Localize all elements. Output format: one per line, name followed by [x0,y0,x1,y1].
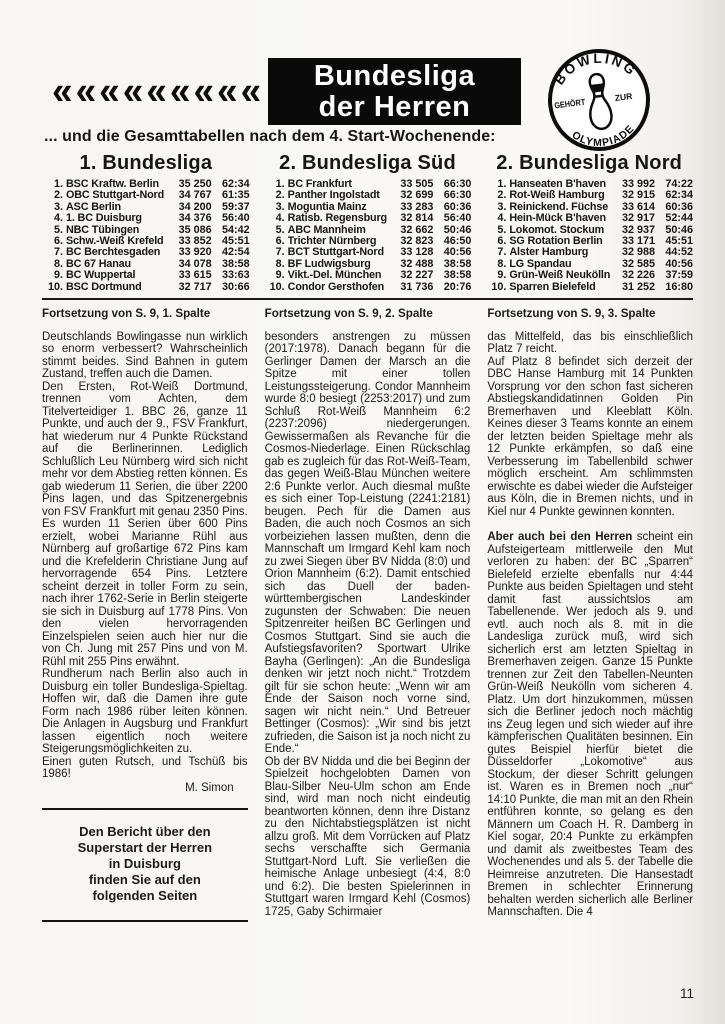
team-points: 60:36 [443,200,472,213]
team-name: OBC Stuttgart-Nord [66,190,165,202]
team-points: 50:46 [665,223,694,236]
paragraph [487,356,693,519]
table-row [485,270,693,281]
team-rank: 7. [53,246,63,259]
team-pins: 32 226 [621,269,656,282]
table-rows [42,179,250,293]
table-row [485,190,693,201]
team-pins: 32 937 [621,223,656,236]
title-line-2: der Herren [318,91,471,123]
paragraph-text: Deutschlands Bowlingasse nun wirklich so enorm verbessert? Wahrscheinlich stimmt beides. Sind Bahnen in gutem Zustand, treffen auch die Damen. [42,330,248,380]
team-name: SG Rotation Berlin [509,236,603,248]
table-row [485,213,693,224]
team-rank: 6. [275,235,285,248]
team-name: BCT Stuttgart-Nord [287,247,384,259]
table-row [42,179,250,190]
team-rank: 7. [497,246,507,259]
team-pins: 33 505 [400,178,434,190]
team-rank: 9. [275,269,285,282]
team-points: 56:40 [443,212,472,225]
team-points: 38:58 [443,269,472,282]
paragraph-text: Einen guten Rutsch, und Tschüß bis 1986! [42,755,248,780]
paragraph [42,381,248,669]
team-points: 38:58 [222,257,250,270]
team-rank: 7. [275,246,285,259]
team-points: 56:40 [222,212,250,225]
team-rank: 5. [497,223,507,236]
table-row [485,225,693,236]
author-signature: M. Simon [185,781,234,794]
table-row [264,259,472,270]
team-rank: 8. [53,257,63,270]
league-tables [42,152,693,293]
team-name: BC Frankfurt [287,179,352,190]
logo-text-right: ZUR [614,90,633,104]
team-pins: 33 128 [400,246,434,259]
team-pins: 35 250 [178,178,212,190]
team-points: 30:66 [222,280,250,293]
team-rank: 3. [53,200,63,213]
team-rank: 8. [497,257,507,270]
team-name: Trichter Nürnberg [287,236,377,248]
team-name: ABC Mannheim [287,224,366,236]
team-points: 42:54 [222,246,250,259]
article-column-3 [487,308,693,922]
paragraph [42,668,248,756]
team-points: 33:63 [222,269,250,282]
team-pins: 32 488 [400,257,434,270]
team-rank: 4. [497,212,507,225]
notice-line: finden Sie auf den [88,872,201,887]
team-name: Hein-Mück B'haven [509,213,606,225]
team-points: 62:34 [665,189,694,202]
paragraph [42,756,248,781]
team-pins: 33 615 [178,269,212,282]
table-row [42,202,250,213]
team-pins: 34 767 [178,189,212,202]
team-name: LG Spandau [509,258,572,270]
team-name: 1. BC Duisburg [66,213,142,225]
column-paragraphs [487,331,693,919]
team-name: Hanseaten B'haven [509,179,606,190]
team-name: Rot-Weiß Hamburg [509,190,605,202]
table-row [485,282,693,293]
table-row [42,282,250,293]
team-name: Alster Hamburg [509,247,589,259]
paragraph [487,531,693,919]
team-rank: 10. [491,280,507,293]
team-name: ASC Berlin [66,201,121,213]
table-row [485,236,693,247]
team-name: Vikt.-Del. München [287,270,382,282]
team-pins: 33 614 [621,200,656,213]
team-pins: 34 200 [178,200,212,213]
column-continuation-header: Fortsetzung von S. 9, 2. Spalte [264,307,433,320]
left-arrows-icon: ««««««««« [52,68,265,112]
notice-line: Superstart der Herren [77,840,213,855]
table-row [264,202,472,213]
team-name: Ratisb. Regensburg [287,213,387,225]
team-pins: 32 699 [400,189,434,202]
column-continuation-header: Fortsetzung von S. 9, 1. Spalte [42,307,211,320]
notice-line: in Duisburg [108,856,181,871]
team-name: Grün-Weiß Neukölln [509,270,611,282]
notice-line: Den Bericht über den [79,824,211,839]
page-number: 11 [679,986,694,1001]
team-pins: 32 662 [400,223,434,236]
team-points: 38:58 [443,257,472,270]
team-points: 45:51 [222,235,250,248]
team-rank: 6. [497,235,507,248]
team-rank: 10. [47,280,63,293]
table-row [264,236,472,247]
team-pins: 34 376 [178,212,212,225]
paragraph [42,331,248,381]
article-column-2 [265,308,471,922]
team-name: BC Wuppertal [66,270,136,282]
paragraph-text: Den Ersten, Rot-Weiß Dortmund, trennen vom Achten, dem Titelverteidiger 1. BBC 26, ganze 11 Punkte, und auch der 9., FSV Frankfurt, hat wiederum nur 4 Punkte Rückstand auf die Berlinerinnen. Lediglich Schlußlich Leu Nürnberg wird sich nicht mehr vor dem Abstieg retten können. Es gab wiederum 11 Serien, die über 2200 Pins lagen, und das Spitzenergebnis von FSV Frankfurt mit genau 2350 Pins. Es wurden 11 Serien über 600 Pins erzielt, wobei Marianne Rühl aus Nürnberg auf großartige 672 Pins kam und die Krefelderin Christiane Jung auf hervorragende 654 Pins. Letztere scheint derzeit in toller Form zu sein, nach ihrer 1762-Serie in Berlin steigerte sie sich in Duisburg auf 1778 Pins. Von den vielen hervorragenden Einzelspielen seien auch hier nur die von Ch. Jung mit 257 Pins und von M. Rühl mit 255 Pins erwähnt. [42,380,248,668]
table-row [42,270,250,281]
team-rank: 1. [53,178,63,190]
team-pins: 33 171 [621,235,656,248]
horizontal-divider [42,298,693,300]
team-rank: 3. [275,200,285,213]
team-pins: 34 078 [178,257,212,270]
team-pins: 32 917 [621,212,656,225]
team-points: 66:30 [443,189,472,202]
logo-text-left: GEHÖRT [553,96,592,111]
table-row [42,213,250,224]
team-points: 45:51 [665,235,694,248]
column-continuation-header: Fortsetzung von S. 9, 3. Spalte [487,307,656,320]
team-rank: 5. [53,223,63,236]
bowling-olympiade-logo [539,44,659,156]
team-rank: 3. [497,200,507,213]
table-1-bundesliga [42,152,250,293]
team-pins: 35 086 [178,223,212,236]
team-name: Lokomot. Stockum [509,224,605,236]
notice-box [42,808,248,922]
table-row [264,179,472,190]
team-rank: 4. [53,212,63,225]
team-points: 37:59 [665,269,694,282]
team-points: 60:36 [665,200,694,213]
team-rank: 2. [497,189,507,202]
team-pins: 32 227 [400,269,434,282]
team-pins: 32 915 [621,189,656,202]
page-subtitle: ... und die Gesamttabellen nach dem 4. Start-Wochenende: [44,128,496,145]
team-points: 62:34 [222,178,250,190]
team-points: 52:44 [665,212,694,225]
article-columns [42,308,693,922]
table-row [264,247,472,258]
team-name: Condor Gersthofen [287,281,385,293]
team-points: 74:22 [665,178,694,190]
team-name: Schw.-Weiß Krefeld [66,236,164,248]
table-row [485,179,693,190]
team-points: 40:56 [665,257,694,270]
column-paragraphs [42,331,248,781]
table-2-bundesliga-nord [485,152,693,293]
team-rank: 5. [275,223,285,236]
team-rank: 10. [269,280,285,293]
paragraph [265,331,471,756]
team-pins: 33 920 [178,246,212,259]
paragraph-text: Rundherum nach Berlin also auch in Duisburg ein toller Bundesliga-Spieltag. Hoffen wir, daß die Damen ihre gute Form nach 1986 rüber leiten können. Die Anlagen in Augsburg und Frankfurt lassen eigentlich noch weitere Steigerungsmöglichkeiten zu. [42,668,248,755]
team-rank: 4. [275,212,285,225]
table-row [485,259,693,270]
table-row [264,190,472,201]
table-row [485,247,693,258]
team-rank: 2. [53,189,63,202]
paragraph-text: Ob der BV Nidda und die bei Beginn der Spielzeit hochgelobten Damen von Blau-Silber Neu-Ulm schon am Ende sind, wird man noch nicht eindeutig beantworten können, denn ihre Distanz zu den Nichtabstiegsplätzen ist nicht allzu groß. Mit dem Vorrücken auf Platz sechs verschaffte sich Germania Stuttgart-Nord Luft. Sie verließen die heimische Anlage unbesiegt (4:4, 8:0 und 6:2). Die besten Spielerinnen in Stuttgart waren Irmgard Kehl (Cosmos) 1725, Gaby Schirmaier [264,755,471,918]
team-name: BSC Kraftw. Berlin [66,179,159,190]
team-name: NBC Tübingen [66,224,140,236]
table-row [264,270,472,281]
team-name: Moguntia Mainz [287,201,367,213]
team-points: 54:42 [222,223,250,236]
paragraph-text: scheint ein Aufsteigerteam mittlerweile den Mut verloren zu haben: der BC „Sparren“ Bielefeld erzielte ebenfalls nur 4:44 Punkte aus beiden Spieltagen und steht damit fast aussichtslos am Tabellenende. Wer jedoch als 9. und evtl. auch noch als 8. mit in die Landesliga zurück muß, wird sich sicherlich erst am letzten Spieltag in Bremerhaven zeigen. Ganze 15 Punkte trennen zur Zeit den Tabellen-Neunten Grün-Weiß Neukölln vom sicheren 4. Platz. Um dort hinzukommen, müssen sich die Berliner jedoch noch mächtig ins Zeug legen und sich wieder auf ihre kämpferischen Qualitäten besinnen. Ein gutes Beispiel hierfür bietet die Düsseldorfer „Lokomotive“ aus Stockum, der dieser Schritt gelungen ist. Waren es in Bremen noch „nur“ 14:10 Punkte, die man mit an den Rhein entführen konnte, so gelang es den Männern um Coach H. R. Damberg in Kiel sogar, 20:4 Punkte zu erkämpfen und damit als zweitbestes Team des Wochenendes und als 5. der Tabelle die Heimreise anzutreten. Die Hansestadt Bremen in schlechter Erinnerung behalten werden sicherlich alle Berliner Mannschaften. Die 4 [487,531,694,918]
team-points: 61:35 [222,189,250,202]
article-column-1 [42,308,248,922]
paragraph-lead: Aber auch bei den Herren [487,531,633,543]
paragraph [487,331,693,356]
table-row [264,213,472,224]
paragraph-text: Auf Platz 8 befindet sich derzeit der DBC Hanse Hamburg mit 14 Punkten Vorsprung vor den schon fast sicheren Abstiegskandidatinnen Golden Pin Bremerhaven und Kleeblatt Köln. Keines dieser 3 Teams konnte an einem der letzten beiden Spieltage mehr als 12 Punkte erkämpfen, so daß eine Verbesserung im Tabellenbild schwer möglich erscheint. Am schlimmsten erwischte es dabei wieder die Aufsteiger aus Köln, die in Bremen nichts, und in Kiel nur 4 Punkte gewinnen konnten. [487,355,694,518]
team-points: 20:76 [443,280,472,293]
team-pins: 33 992 [621,178,656,190]
team-pins: 33 283 [400,200,434,213]
team-name: BSC Dortmund [66,281,142,293]
team-rank: 9. [497,269,507,282]
paragraph-text: besonders anstrengen zu müssen (2017:1978). Danach begann für die Gerlinger Damen der Marsch an die Spitze mit einer tollen Leistungssteigerung. Condor Mannheim wurde 8:0 besiegt (2253:2017) und zum Schluß Rot-Weiß Mannheim 6:2 (2237:2096) niedergerungen. Gewissermaßen als Revanche für die Cosmos-Niederlage. Einen Rückschlag gab es zugleich für das Rot-Weiß-Team, das gegen Weiß-Blau München weitere 2:6 Punkte verlor. Auch diesmal mußte es sich einer Top-Leistung (2241:2181) beugen. Pech für die Damen aus Baden, die auch noch Cosmos an sich vorbeiziehen lassen mußten, denn die Mannschaft um Irmgard Kehl kam noch zu zwei Siegen über BV Nidda (8:0) und Orion Mannheim (6:2). Damit entschied sich das Duell der baden-württembergischen Landeskinder zugunsten der Schwaben: Die neuen Spitzenreiter heißen BC Gerlingen und Cosmos Stuttgart. Sind sie auch die Aufstiegsfavoriten? Sportwart Ulrike Bayha (Gerlingen): „An die Bundesliga denken wir jetzt noch nicht.“ Trotzdem gilt für sie schon heute: „Wenn wir am Ende der Saison noch vorne sind, sagen wir nicht nein.“ Und Betreuer Bettinger (Cosmos): „Wir sind bis jetzt zufrieden, die Saison ist ja noch nicht zu Ende.“ [264,330,471,755]
table-title: 2. Bundesliga Nord [496,152,683,174]
paragraph [265,756,471,919]
team-name: Sparren Bielefeld [509,281,596,293]
page-title [268,58,521,125]
team-rank: 2. [275,189,285,202]
table-row [485,202,693,213]
notice-line: folgenden Seiten [92,888,198,903]
team-points: 46:50 [443,235,472,248]
table-row [42,190,250,201]
team-name: Reinickend. Füchse [509,201,609,213]
team-name: BC 67 Hanau [66,258,131,270]
team-name: BF Ludwigsburg [287,258,371,270]
team-pins: 33 852 [178,235,212,248]
team-pins: 32 823 [400,235,434,248]
team-pins: 31 252 [621,280,656,293]
table-row [42,236,250,247]
table-row [42,225,250,236]
paragraph-text: das Mittelfeld, das bis einschließlich Platz 7 reicht. [487,330,694,355]
title-line-1: Bundesliga [313,60,476,92]
team-rank: 9. [53,269,63,282]
table-title: 1. Bundesliga [79,152,213,174]
team-points: 50:46 [443,223,472,236]
table-row [264,225,472,236]
logo-text-bottom: OLYMPIADE [569,122,637,150]
team-points: 44:52 [665,246,694,259]
team-name: Panther Ingolstadt [287,190,380,202]
team-pins: 32 814 [400,212,434,225]
team-points: 66:30 [443,178,472,190]
table-title: 2. Bundesliga Süd [279,152,456,174]
team-pins: 31 736 [400,280,434,293]
team-rank: 1. [497,178,507,190]
logo-text-top: BOWLING [551,50,640,88]
team-pins: 32 585 [621,257,656,270]
column-paragraphs [265,331,471,919]
team-pins: 32 717 [178,280,212,293]
team-rank: 8. [275,257,285,270]
team-name: BC Berchtesgaden [66,247,161,259]
team-pins: 32 988 [621,246,656,259]
table-row [42,259,250,270]
team-rank: 6. [53,235,63,248]
team-points: 40:56 [443,246,472,259]
team-points: 59:37 [222,200,250,213]
table-row [42,247,250,258]
team-rank: 1. [275,178,285,190]
table-row [264,282,472,293]
table-rows [485,179,693,293]
table-rows [264,179,472,293]
team-points: 16:80 [665,280,694,293]
table-2-bundesliga-sued [264,152,472,293]
